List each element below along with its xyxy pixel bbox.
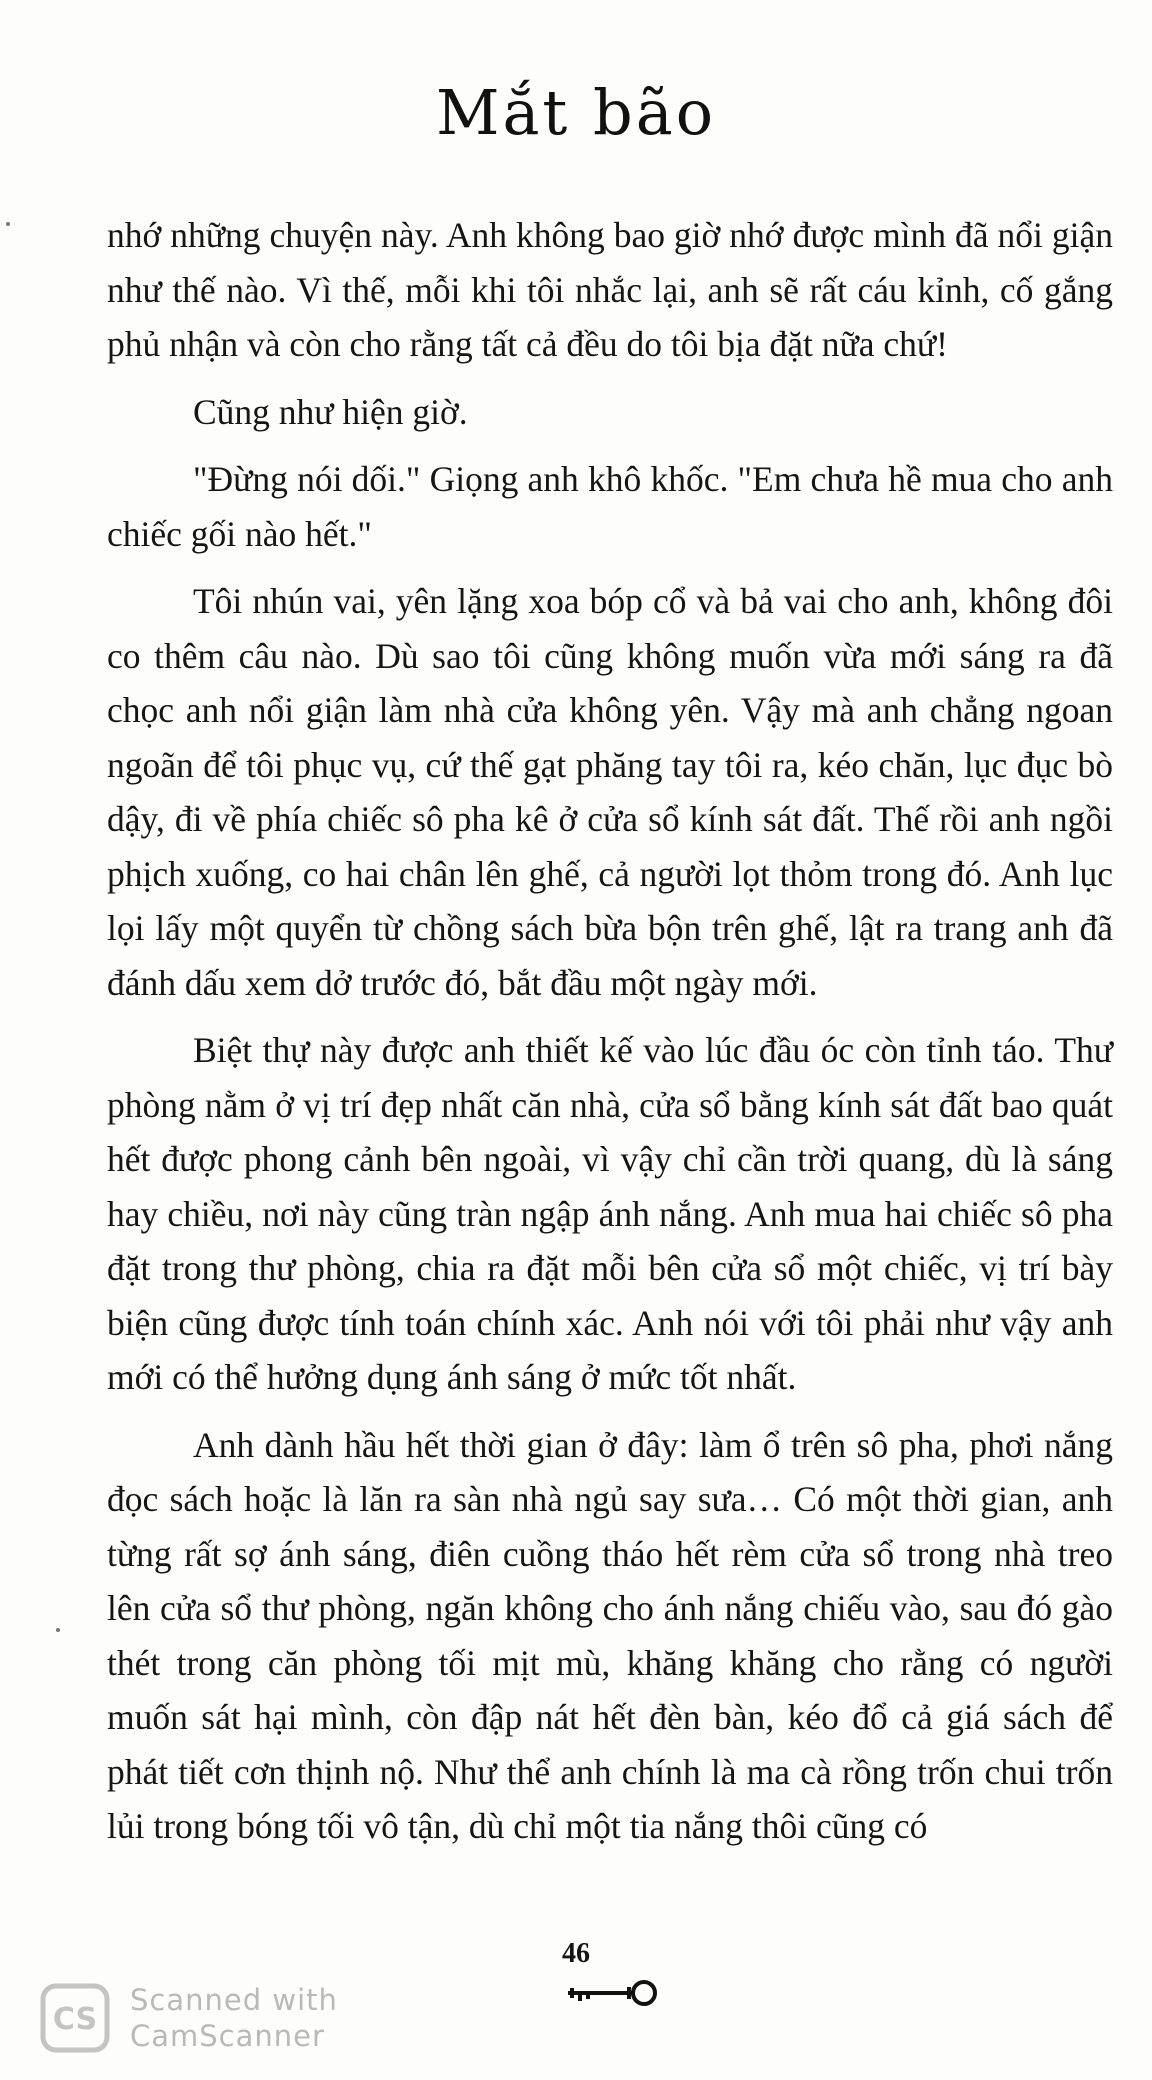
camscanner-logo-text: CS	[52, 2002, 98, 2037]
camscanner-logo-icon	[40, 1983, 110, 2053]
paragraph-6: Anh dành hầu hết thời gian ở đây: làm ổ trên sô pha, phơi nắng đọc sách hoặc là lăn ra sàn nhà ngủ say sưa… Có một thời gian, anh từng rất sợ ánh sáng, điên cuồng tháo hết rèm cửa sổ trong nhà treo lên cửa sổ thư phòng, ngăn không cho ánh nắng chiếu vào, sau đó gào thét trong căn phòng tối mịt mù, khăng khăng cho rằng có người muốn sát hại mình, còn đập nát hết đèn bàn, kéo đổ cả giá sách để phát tiết cơn thịnh nộ. Như thể anh chính là ma cà rồng trốn chui trốn lủi trong bóng tối vô tận, dù chỉ một tia nắng thôi cũng có	[107, 1424, 1113, 1846]
paragraph-3: "Đừng nói dối." Giọng anh khô khốc. "Em chưa hề mua cho anh chiếc gối nào hết."	[107, 459, 1113, 554]
margin-speck	[56, 1628, 60, 1632]
paragraph-2: Cũng như hiện giờ.	[193, 391, 468, 432]
page-number: 46	[562, 1938, 590, 1969]
body-text	[107, 208, 1113, 1867]
paragraph-5: Biệt thự này được anh thiết kế vào lúc đầu óc còn tỉnh táo. Thư phòng nằm ở vị trí đẹp nhất căn nhà, cửa sổ bằng kính sát đất bao quát hết được phong cảnh bên ngoài, vì vậy chỉ cần trời quang, dù là sáng hay chiều, nơi này cũng tràn ngập ánh nắng. Anh mua hai chiếc sô pha đặt trong thư phòng, chia ra đặt mỗi bên cửa sổ một chiếc, vị trí bày biện cũng được tính toán chính xác. Anh nói với tôi phải như vậy anh mới có thể hưởng dụng ánh sáng ở mức tốt nhất.	[107, 1030, 1113, 1397]
watermark-text	[130, 1982, 338, 2054]
running-header-title: Mắt bão	[435, 76, 717, 149]
margin-speck	[6, 222, 10, 226]
paragraph-4: Tôi nhún vai, yên lặng xoa bóp cổ và bả vai cho anh, không đôi co thêm câu nào. Dù sao tôi cũng không muốn vừa mới sáng ra đã chọc anh nổi giận làm nhà cửa không yên. Vậy mà anh chẳng ngoan ngoãn để tôi phục vụ, cứ thế gạt phăng tay tôi ra, kéo chăn, lục đục bò dậy, đi về phía chiếc sô pha kê ở cửa sổ kính sát đất. Thế rồi anh ngồi phịch xuống, co hai chân lên ghế, cả người lọt thỏm trong đó. Anh lục lọi lấy một quyển từ chồng sách bừa bộn trên ghế, lật ra trang anh đã đánh dấu xem dở trước đó, bắt đầu một ngày mới.	[107, 581, 1113, 1003]
key-ornament-icon	[566, 1978, 666, 2008]
watermark-line2: CamScanner	[130, 2019, 325, 2053]
paragraph-1: nhớ những chuyện này. Anh không bao giờ nhớ được mình đã nổi giận như thế nào. Vì thế, mỗi khi tôi nhắc lại, anh sẽ rất cáu kỉnh, cố gắng phủ nhận và còn cho rằng tất cả đều do tôi bịa đặt nữa chứ!	[107, 215, 1113, 364]
watermark-line1: Scanned with	[130, 1983, 338, 2017]
scanner-watermark	[40, 1982, 338, 2054]
